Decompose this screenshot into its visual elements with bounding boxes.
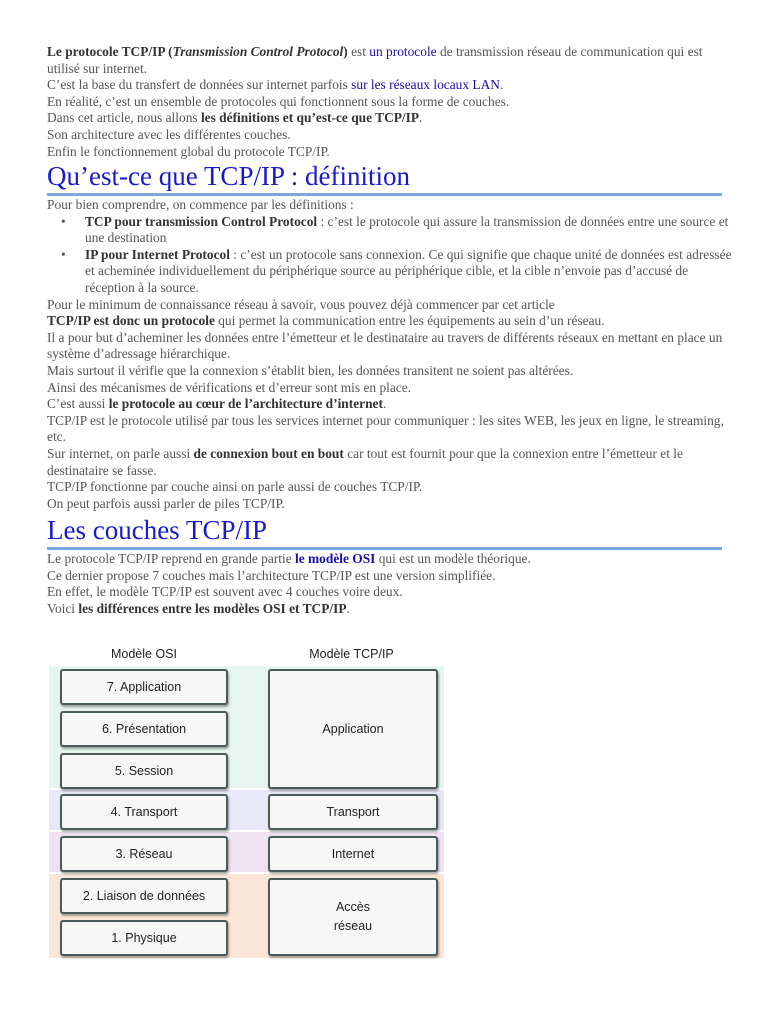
paragraph: Le protocole TCP/IP reprend en grande partie le modèle OSI qui est un modèle théorique. (47, 551, 531, 566)
paragraph: Il a pour but d’acheminer les données entre l’émetteur et le destinataire au travers de différents réseaux en mettant en place un système d’adressage hiérarchique. (47, 329, 723, 362)
paragraph: C’est aussi le protocole au cœur de l’architecture d’internet. (47, 396, 387, 412)
paragraph: TCP/IP est le protocole utilisé par tous les services internet pour communiquer : les sites WEB, les jeux en ligne, le streaming, etc. (47, 412, 724, 445)
paragraph: Pour le minimum de connaissance réseau à savoir, vous pouvez déjà commencer par cet article (47, 296, 555, 312)
paragraph: Sur internet, on parle aussi de connexion bout en bout car tout est fournit pour que la connexion entre l’émetteur et le destinataire se fasse. (47, 445, 683, 478)
intro-line-3: En réalité, c’est un ensemble de protocoles qui fonctionnent sous la forme de couches. (47, 93, 510, 109)
definition-list (47, 214, 737, 297)
link-un-protocole[interactable]: un protocole (369, 44, 437, 59)
osi-layer-physique: 1. Physique (60, 920, 228, 956)
link-modele-osi[interactable]: le modèle OSI (295, 551, 376, 566)
section-divider (47, 193, 722, 196)
osi-layer-presentation: 6. Présentation (60, 711, 228, 747)
paragraph: On peut parfois aussi parler de piles TCP/IP. (47, 495, 285, 511)
osi-layer-liaison: 2. Liaison de données (60, 878, 228, 914)
paragraph: TCP/IP fonctionne par couche ainsi on parle aussi de couches TCP/IP. (47, 479, 423, 495)
intro-line-1: Le protocole TCP/IP (Transmission Control Protocol) est un protocole de transmission réseau de communication qui est utilisé sur internet. (47, 44, 703, 76)
bullet-icon: • (61, 246, 66, 262)
paragraph: Mais surtout il vérifie que la connexion s’établit bien, les données transitent ne soient pas altérées. (47, 362, 574, 378)
paragraph: Ce dernier propose 7 couches mais l’architecture TCP/IP est une version simplifiée. (47, 567, 496, 583)
paragraph: Ainsi des mécanismes de vérifications et d’erreur sont mis en place. (47, 379, 412, 395)
intro (47, 44, 737, 160)
osi-tcpip-diagram (49, 640, 444, 958)
osi-layer-reseau: 3. Réseau (60, 836, 228, 872)
paragraph: TCP/IP est donc un protocole qui permet la communication entre les équipements au sein d’un réseau. (47, 313, 605, 329)
tcpip-layer-application: Application (268, 669, 438, 789)
osi-layer-transport: 4. Transport (60, 794, 228, 830)
section-title-definition: Qu’est-ce que TCP/IP : définition (47, 161, 410, 191)
tcpip-layer-acces-reseau: Accès réseau (268, 878, 438, 956)
osi-layer-application: 7. Application (60, 669, 228, 705)
intro-line-4: Dans cet article, nous allons les définitions et qu’est-ce que TCP/IP. (47, 110, 423, 126)
list-item: • TCP pour transmission Control Protocol : c’est le protocole qui assure la transmission de données entre une source et une destination (61, 213, 729, 246)
tcpip-header: Modèle TCP/IP (309, 647, 394, 661)
tcpip-layer-internet: Internet (268, 836, 438, 872)
intro-line-6: Enfin le fonctionnement global du protocole TCP/IP. (47, 143, 330, 159)
intro-line-5: Son architecture avec les différentes couches. (47, 126, 291, 142)
paragraph: En effet, le modèle TCP/IP est souvent avec 4 couches voire deux. (47, 584, 403, 600)
tcpip-layer-transport: Transport (268, 794, 438, 830)
section-divider (47, 547, 722, 550)
section-couches (47, 515, 737, 617)
section-title-couches: Les couches TCP/IP (47, 515, 267, 545)
osi-layer-session: 5. Session (60, 753, 228, 789)
bullet-icon: • (61, 213, 66, 229)
intro-line-2: C’est la base du transfert de données sur internet parfois sur les réseaux locaux LAN. (47, 77, 504, 93)
list-item: • IP pour Internet Protocol : c’est un protocole sans connexion. Ce qui signifie que chaque unité de données est adressée et acheminée individuellement du périphérique source au périphérique cible, et la cible n’envoie pas d’accusé de réception à la source. (61, 246, 732, 295)
definition-intro: Pour bien comprendre, on commence par les définitions : (47, 197, 354, 212)
section-definition (47, 161, 737, 512)
osi-header: Modèle OSI (110, 647, 177, 661)
link-reseaux-locaux[interactable]: sur les réseaux locaux LAN (351, 77, 500, 93)
paragraph: Voici les différences entre les modèles OSI et TCP/IP. (47, 600, 350, 616)
